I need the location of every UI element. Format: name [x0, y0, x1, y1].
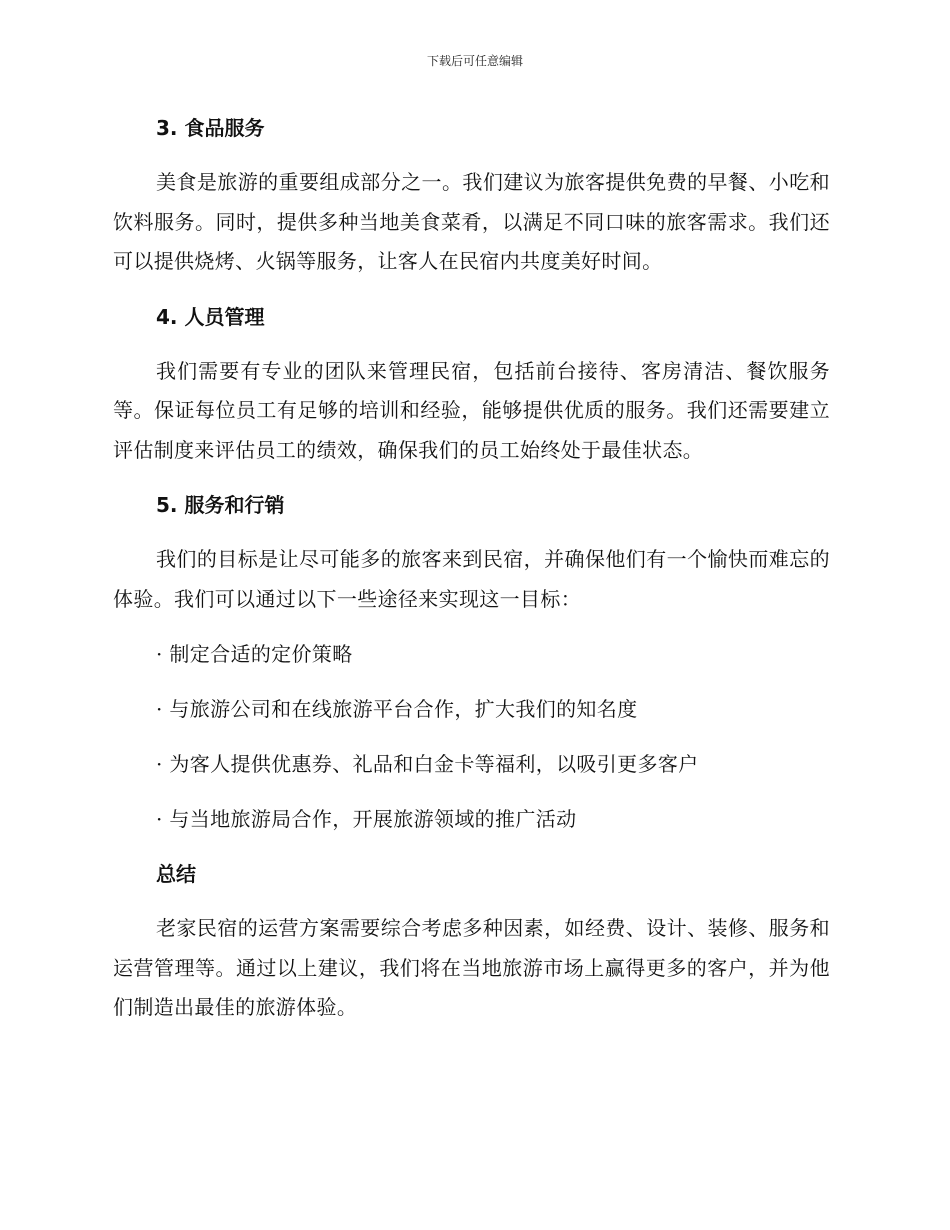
bullet-item: · 制定合适的定价策略: [156, 642, 353, 666]
section-paragraph-marketing: 我们的目标是让尽可能多的旅客来到民宿，并确保他们有一个愉快而难忘的体验。我们可以通过以下一些途径来实现这一目标：: [113, 547, 830, 611]
section-heading-marketing: 5. 服务和行销: [156, 493, 285, 517]
section-heading-staff: 4. 人员管理: [156, 304, 265, 329]
section-paragraph-food: 美食是旅游的重要组成部分之一。我们建议为旅客提供免费的早餐、小吃和饮料服务。同时，提供多种当地美食菜肴，以满足不同口味的旅客需求。我们还可以提供烧烤、火锅等服务，让客人在民宿内共度美好时间。: [113, 170, 830, 273]
bullet-item: · 与旅游公司和在线旅游平台合作，扩大我们的知名度: [156, 697, 638, 721]
bullet-item: · 为客人提供优惠券、礼品和白金卡等福利，以吸引更多客户: [156, 752, 699, 776]
document-body: [113, 108, 830, 1043]
bullet-item: · 与当地旅游局合作，开展旅游领域的推广活动: [156, 807, 577, 831]
section-heading-food: 3. 食品服务: [156, 116, 265, 140]
page-header: 下载后可任意编辑: [426, 54, 523, 68]
section-heading-summary: 总结: [156, 862, 196, 886]
section-paragraph-summary: 老家民宿的运营方案需要综合考虑多种因素，如经费、设计、装修、服务和运营管理等。通过以上建议，我们将在当地旅游市场上赢得更多的客户，并为他们制造出最佳的旅游体验。: [113, 916, 830, 1019]
section-paragraph-staff: 我们需要有专业的团队来管理民宿，包括前台接待、客房清洁、餐饮服务等。保证每位员工有足够的培训和经验，能够提供优质的服务。我们还需要建立评估制度来评估员工的绩效，确保我们的员工始终处于最佳状态。: [113, 358, 830, 462]
